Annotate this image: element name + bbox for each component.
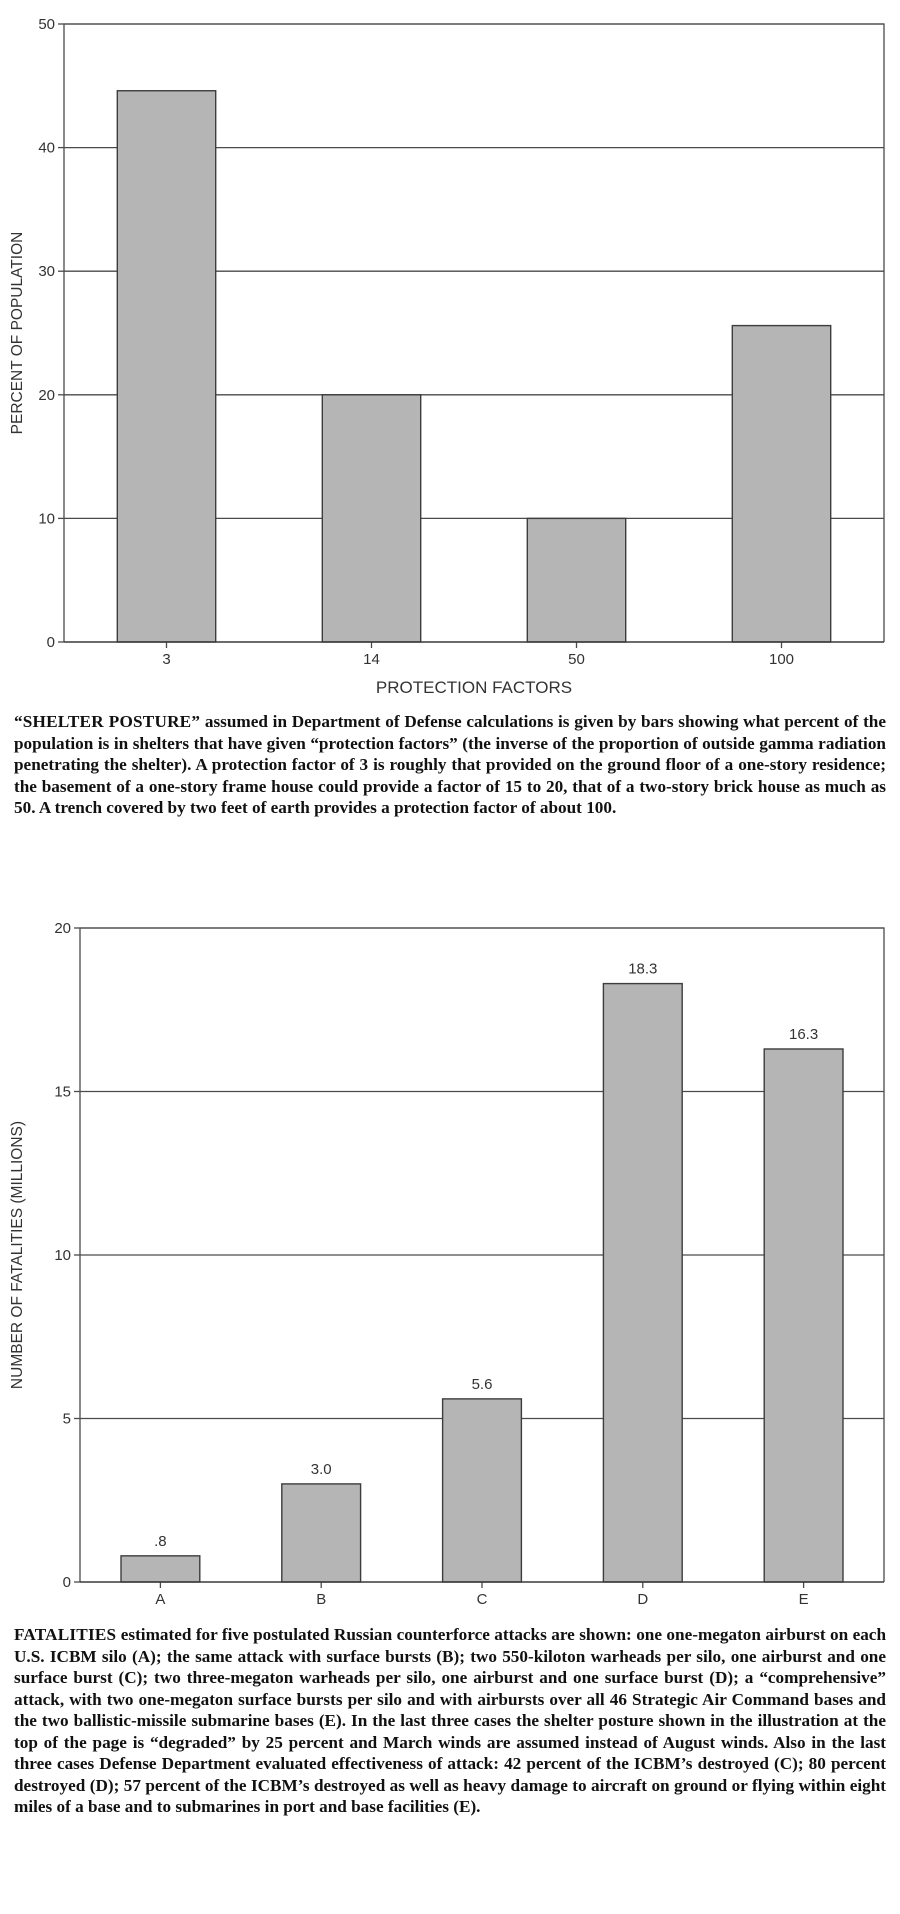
bar-c [443,1399,522,1582]
bar-100 [732,326,830,642]
x-tick-label: D [637,1591,649,1608]
bar-b [282,1484,361,1582]
shelter-posture-caption-body: assumed in Department of Defense calculations is given by bars showing what percent of the population is in shelters that have given “protection factors” (the inverse of the proportion of outside gamma radiation penetrating the shelter). A protection factor of 3 is roughly that provided on the ground floor of a one-story residence; the basement of a one-story frame house could provide a factor of 15 to 20, that of a two-story brick house as much as 50. A trench covered by two feet of earth provides a protection factor of about 100. [14,712,886,818]
data-label: 3.0 [310,1460,332,1478]
fatalities-caption-lead: FATALITIES [14,1625,117,1644]
y-tick-label: 10 [38,510,55,528]
y-tick-label: 0 [46,634,55,651]
y-tick-label: 0 [62,1574,71,1591]
bar-3 [117,91,215,642]
fatalities-caption-body: estimated for five postulated Russian counterforce attacks are shown: one one-megaton airburst on each U.S. ICBM silo (A); the same attack with surface bursts (B); two 550-kiloton warheads per silo, one airburst and one surface burst (C); two three-megaton warheads per silo, one airburst and one surface burst (D); a “comprehensive” attack, with two one-megaton surface bursts per silo and with airbursts over all 46 Strategic Air Command bases and the two ballistic-missile submarine bases (E). In the last three cases the shelter posture shown in the illustration at the top of the page is “degraded” by 25 percent and March winds are assumed instead of August winds. Also in the last three cases Defense Department evaluated effectiveness of attack: 42 percent of the ICBM’s destroyed (C); 80 percent destroyed (D); 57 percent of the ICBM’s destroyed as well as heavy damage to aircraft on ground or flying within eight miles of a base and to submarines in port and base facilities (E). [14,1625,886,1816]
fatalities-caption [14,1624,886,1818]
bar-d [603,984,682,1582]
shelter-posture-chart [0,0,900,700]
y-tick-label: 20 [54,920,71,937]
y-tick-label: 15 [54,1083,71,1101]
x-tick-label: C [476,1591,488,1608]
data-label: 5.6 [471,1375,493,1393]
y-tick-label: 40 [38,139,55,157]
y-tick-label: 20 [38,386,55,404]
x-tick-label: 3 [162,651,171,668]
x-axis-title: PROTECTION FACTORS [375,678,573,697]
data-label: 16.3 [788,1025,819,1043]
y-tick-label: 10 [54,1247,71,1264]
y-tick-label: 5 [62,1410,71,1428]
bar-e [764,1049,843,1582]
data-label: .8 [154,1532,167,1550]
fatalities-chart [0,910,900,1610]
x-tick-label: 50 [568,651,585,668]
x-tick-label: 14 [363,651,380,668]
y-axis-title: PERCENT OF POPULATION [9,231,26,435]
x-tick-label: 100 [768,651,795,668]
data-label: 18.3 [628,960,658,978]
y-tick-label: 50 [38,16,55,33]
x-tick-label: A [155,1591,166,1608]
bar-50 [527,518,625,642]
bar-14 [322,395,420,642]
y-axis-title: NUMBER OF FATALITIES (MILLIONS) [9,1120,26,1390]
bar-a [121,1556,200,1582]
y-tick-label: 30 [38,263,55,281]
x-tick-label: B [316,1591,327,1608]
shelter-posture-caption [14,711,886,819]
x-tick-label: E [798,1591,809,1608]
shelter-posture-caption-lead: “SHELTER POSTURE” [14,712,201,731]
